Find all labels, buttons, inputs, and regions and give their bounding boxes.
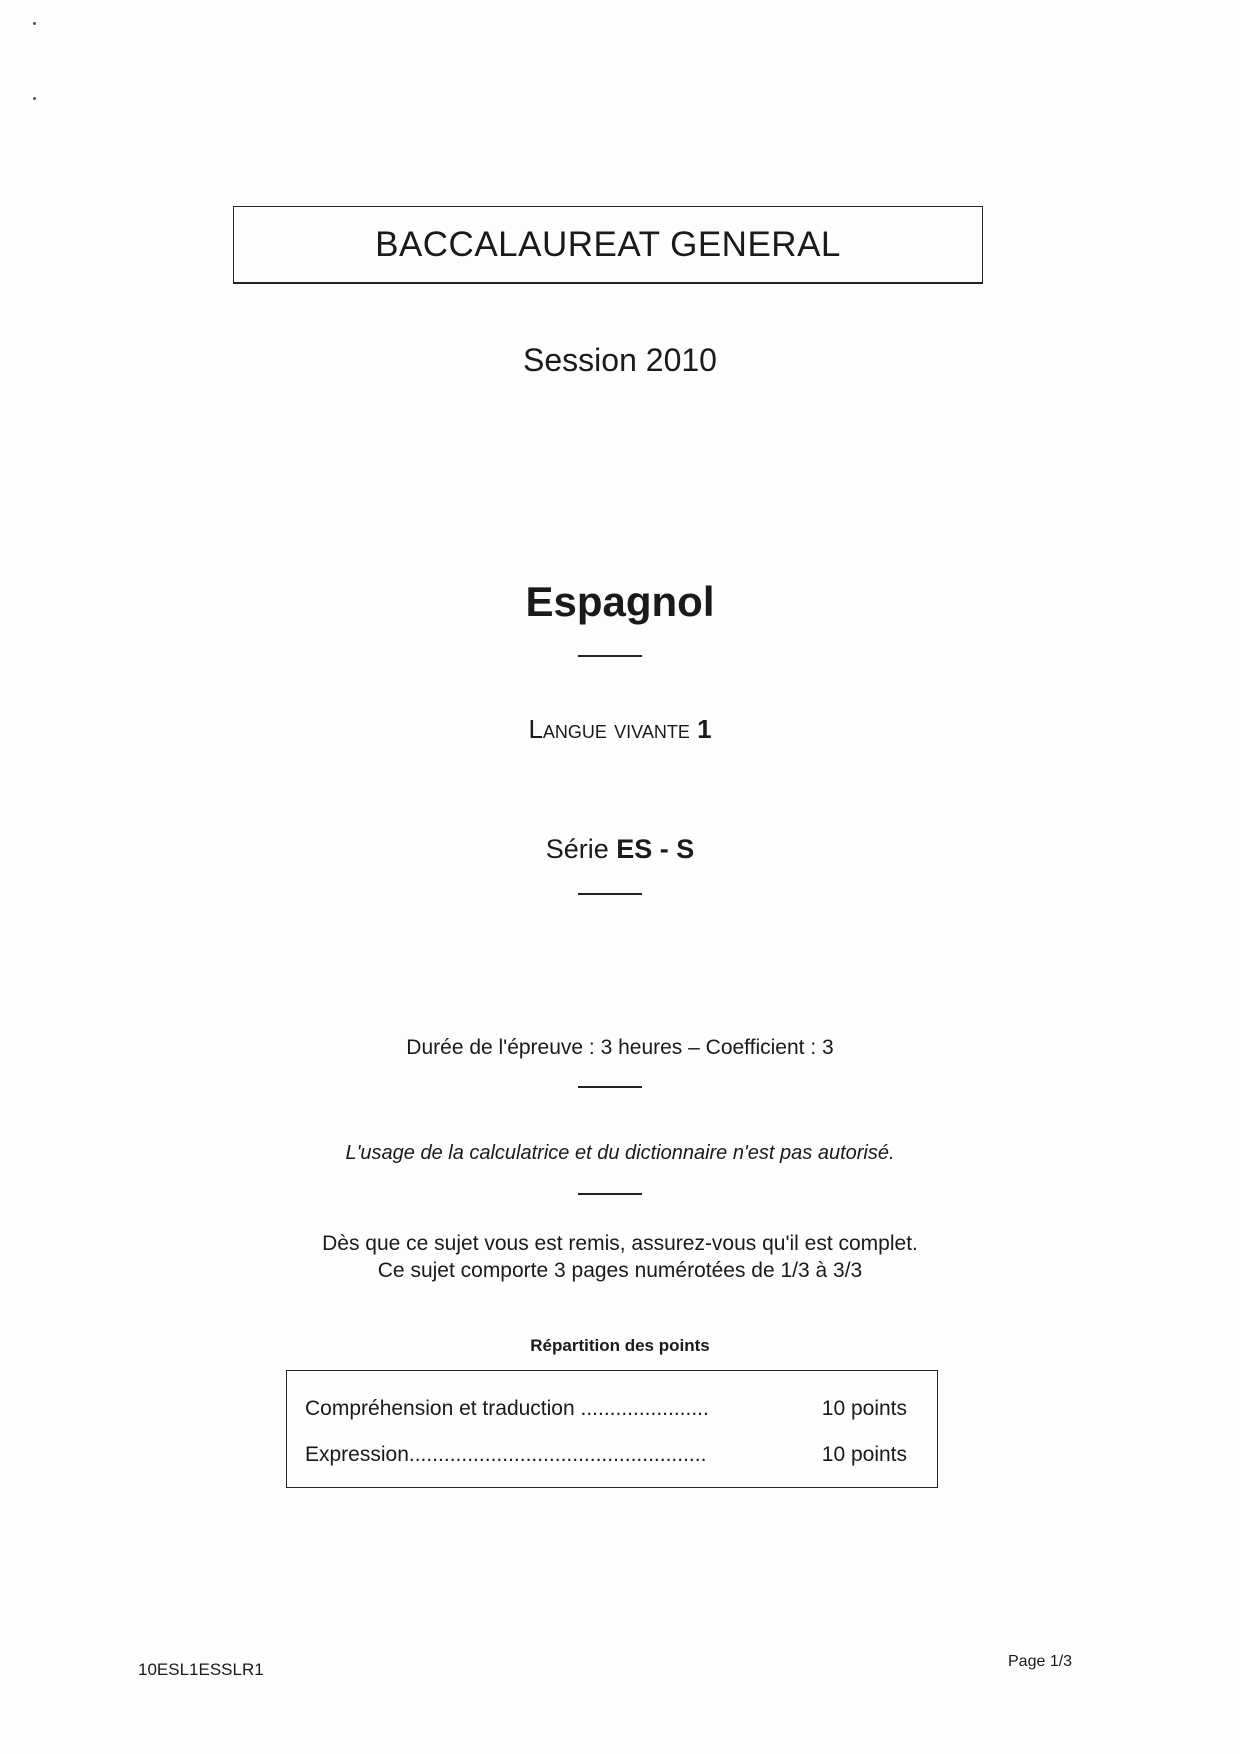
langue-number: 1 (697, 714, 712, 744)
serie-value: ES - S (616, 834, 695, 864)
duree-coefficient: Durée de l'épreuve : 3 heures – Coefficient : 3 (406, 1036, 834, 1059)
serie (0, 834, 1240, 865)
points-table (286, 1370, 938, 1488)
points-row (305, 1397, 907, 1427)
points-row-value: 10 points (821, 1397, 907, 1420)
completeness-line-1: Dès que ce sujet vous est remis, assurez-vous qu'il est complet. (322, 1232, 918, 1255)
exam-title: BACCALAUREAT GENERAL (375, 224, 841, 264)
divider (578, 893, 642, 895)
divider (578, 1193, 642, 1195)
exam-title-box (233, 206, 983, 284)
session-label: Session 2010 (523, 342, 717, 378)
subject-title: Espagnol (525, 578, 715, 625)
usage-notice: L'usage de la calculatrice et du dictionnaire n'est pas autorisé. (345, 1142, 895, 1164)
divider (578, 1086, 642, 1088)
points-row (305, 1443, 907, 1473)
points-row-label: Compréhension et traduction ...................... (305, 1397, 709, 1420)
subject-code: 10ESL1ESSLR1 (138, 1660, 264, 1679)
points-row-label: Expression................................................... (305, 1443, 707, 1466)
completeness-line-2: Ce sujet comporte 3 pages numérotées de 1/3 à 3/3 (377, 1259, 863, 1282)
scan-mark (33, 22, 36, 25)
langue-vivante (0, 714, 1240, 745)
points-row-value: 10 points (821, 1443, 907, 1466)
serie-label: Série (545, 834, 609, 864)
points-title: Répartition des points (530, 1336, 710, 1355)
divider (578, 655, 642, 657)
langue-label: Langue vivante (528, 714, 690, 744)
scan-mark (33, 97, 36, 100)
page-number: Page 1/3 (1008, 1653, 1073, 1670)
completeness-notice (0, 1230, 1240, 1284)
